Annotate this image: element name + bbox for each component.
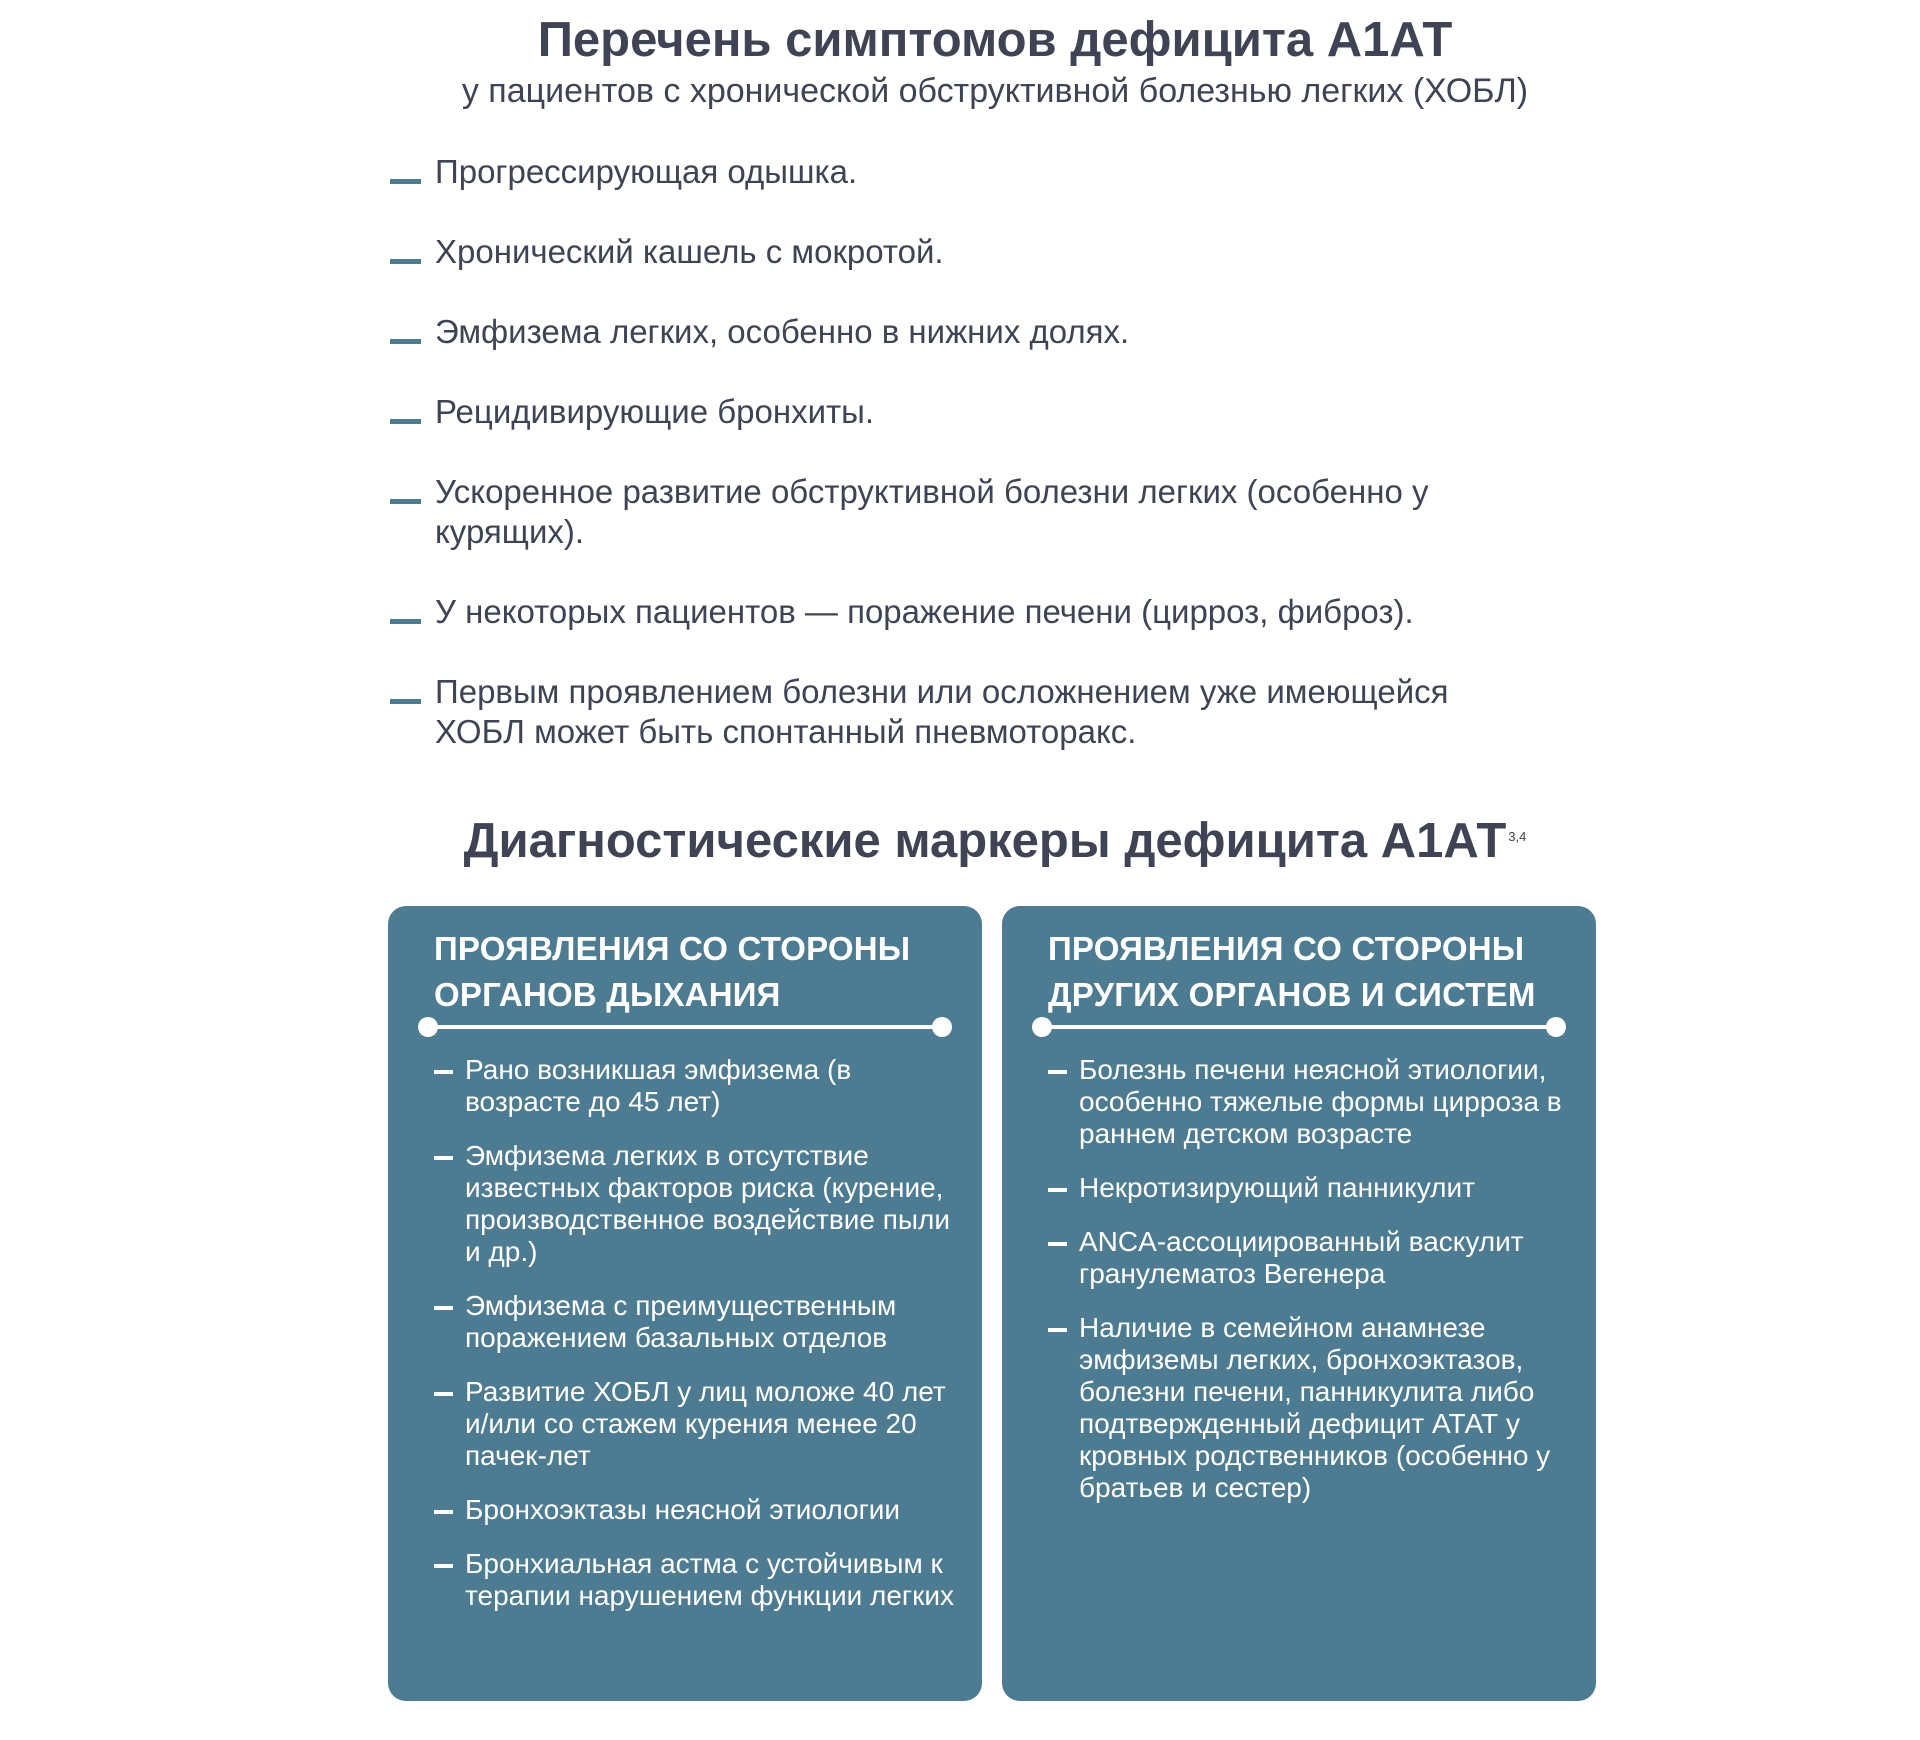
dash-bullet-icon	[1048, 1070, 1067, 1074]
symptom-item	[390, 392, 1540, 432]
marker-text: Рано возникшая эмфизема (в возрасте до 45 лет)	[465, 1054, 852, 1117]
marker-list	[1048, 1054, 1578, 1526]
marker-item	[434, 1376, 964, 1472]
symptom-item	[390, 232, 1540, 272]
divider-dot-icon	[1546, 1017, 1566, 1037]
dash-bullet-icon	[390, 619, 421, 624]
diagnostics-title	[0, 813, 1920, 869]
card-heading: ПРОЯВЛЕНИЯ СО СТОРОНЫ ОРГАНОВ ДЫХАНИЯ	[434, 930, 911, 1013]
symptom-text: Прогрессирующая одышка.	[435, 153, 858, 190]
marker-item	[1048, 1054, 1578, 1150]
respiratory-markers-card	[388, 906, 982, 1701]
dash-bullet-icon	[434, 1392, 453, 1396]
symptoms-subtitle: у пациентов с хронической обструктивной болезнью легких (ХОБЛ)	[461, 72, 1529, 110]
marker-text: Эмфизема с преимущественным поражением базальных отделов	[465, 1290, 897, 1353]
marker-text: ANCA-ассоциированный васкулит гранулематоз Вегенера	[1079, 1226, 1524, 1289]
marker-text: Бронхиальная астма с устойчивым к терапии нарушением функции легких	[465, 1548, 955, 1611]
symptom-item	[390, 152, 1540, 192]
dash-bullet-icon	[390, 179, 421, 184]
marker-item	[434, 1140, 964, 1268]
reference-superscript: 3,4	[1508, 829, 1527, 844]
divider-dot-icon	[1032, 1017, 1052, 1037]
dash-bullet-icon	[390, 419, 421, 424]
card-divider	[1040, 1025, 1558, 1029]
dash-bullet-icon	[1048, 1242, 1067, 1246]
marker-item	[434, 1548, 964, 1612]
divider-dot-icon	[932, 1017, 952, 1037]
symptom-text: Первым проявлением болезни или осложнением уже имеющейся ХОБЛ может быть спонтанный пневмоторакс.	[435, 673, 1449, 750]
marker-text: Эмфизема легких в отсутствие известных факторов риска (курение, производственное воздействие пыли и др.)	[465, 1140, 950, 1267]
symptom-item	[390, 592, 1540, 632]
dash-bullet-icon	[390, 699, 421, 704]
dash-bullet-icon	[434, 1510, 453, 1514]
symptom-item	[390, 472, 1540, 552]
card-divider	[426, 1025, 944, 1029]
symptom-text: Рецидивирующие бронхиты.	[435, 393, 875, 430]
dash-bullet-icon	[434, 1564, 453, 1568]
marker-text: Наличие в семейном анамнезе эмфиземы легких, бронхоэктазов, болезни печени, панникулита либо подтвержденный дефицит АТАТ у кровных родственников (особенно у братьев и сестер)	[1079, 1312, 1551, 1503]
dash-bullet-icon	[390, 259, 421, 264]
dash-bullet-icon	[434, 1306, 453, 1310]
symptom-text: Эмфизема легких, особенно в нижних долях.	[435, 313, 1130, 350]
symptom-item	[390, 672, 1540, 752]
marker-item	[434, 1054, 964, 1118]
symptom-text: Ускоренное развитие обструктивной болезни легких (особенно у курящих).	[435, 473, 1429, 550]
other-systems-markers-card	[1002, 906, 1596, 1701]
marker-item	[434, 1494, 964, 1526]
symptom-item	[390, 312, 1540, 352]
dash-bullet-icon	[1048, 1328, 1067, 1332]
dash-bullet-icon	[434, 1156, 453, 1160]
marker-text: Бронхоэктазы неясной этиологии	[465, 1494, 901, 1525]
divider-dot-icon	[418, 1017, 438, 1037]
dash-bullet-icon	[390, 499, 421, 504]
dash-bullet-icon	[1048, 1188, 1067, 1192]
symptom-list	[390, 152, 1540, 792]
symptoms-title: Перечень симптомов дефицита А1АТ	[537, 13, 1453, 67]
marker-item	[434, 1290, 964, 1354]
symptom-text: Хронический кашель с мокротой.	[435, 233, 944, 270]
marker-item	[1048, 1226, 1578, 1290]
dash-bullet-icon	[390, 339, 421, 344]
marker-item	[1048, 1312, 1578, 1504]
marker-list	[434, 1054, 964, 1634]
dash-bullet-icon	[434, 1070, 453, 1074]
card-heading: ПРОЯВЛЕНИЯ СО СТОРОНЫ ДРУГИХ ОРГАНОВ И СИСТЕМ	[1048, 930, 1536, 1013]
diagnostics-title-text: Диагностические маркеры дефицита А1АТ	[463, 814, 1507, 868]
marker-text: Развитие ХОБЛ у лиц моложе 40 лет и/или со стажем курения менее 20 пачек-лет	[465, 1376, 946, 1471]
symptom-text: У некоторых пациентов — поражение печени (цирроз, фиброз).	[435, 593, 1414, 630]
marker-text: Некротизирующий панникулит	[1079, 1172, 1475, 1203]
marker-item	[1048, 1172, 1578, 1204]
marker-text: Болезнь печени неясной этиологии, особенно тяжелые формы цирроза в раннем детском возрасте	[1079, 1054, 1562, 1149]
